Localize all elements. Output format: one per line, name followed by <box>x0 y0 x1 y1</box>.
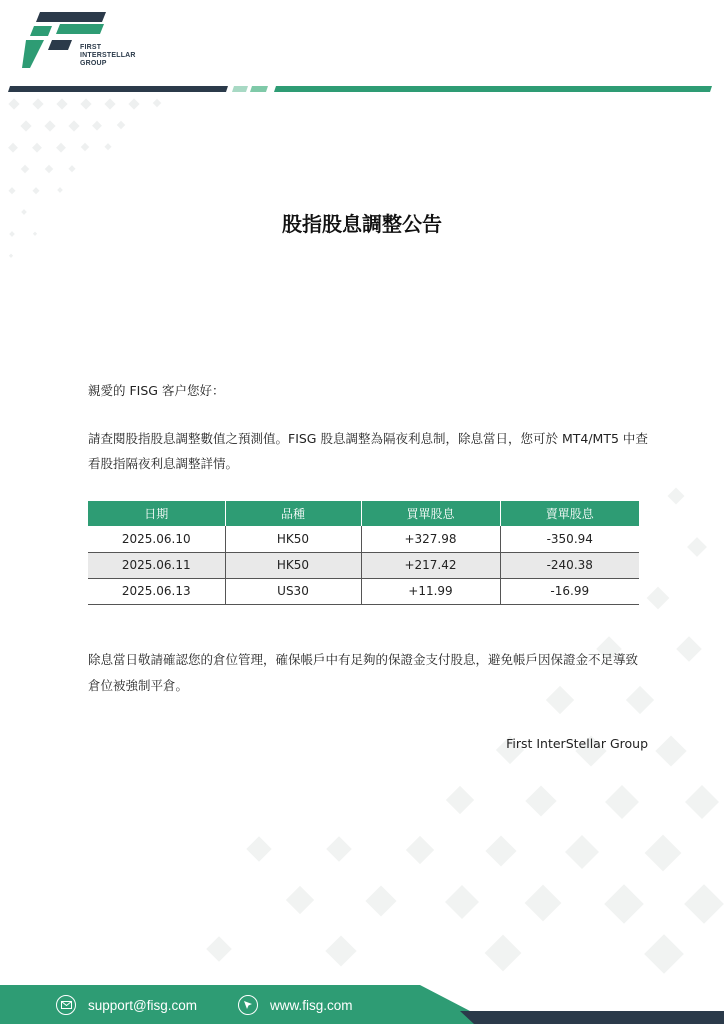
footer-email-text[interactable]: support@fisg.com <box>88 997 197 1013</box>
dividend-adjustment-table <box>88 501 639 605</box>
cell-buy-dividend: +11.99 <box>361 578 500 604</box>
page-title: 股指股息調整公告 <box>282 212 442 236</box>
footer-email[interactable] <box>56 994 197 1016</box>
cursor-icon <box>238 995 258 1015</box>
cell-symbol: US30 <box>225 578 361 604</box>
table-row <box>88 578 639 604</box>
intro-paragraph: 請查閱股指股息調整數值之預測值。FISG 股息調整為隔夜利息制，除息當日，您可於 MT4/MT5 中查看股指隔夜利息調整詳情。 <box>88 431 648 471</box>
header-symbol: 品種 <box>225 501 361 526</box>
cell-date: 2025.06.13 <box>88 578 225 604</box>
header-date: 日期 <box>88 501 225 526</box>
header-sell-dividend: 賣單股息 <box>500 501 639 526</box>
signature: First InterStellar Group <box>506 736 648 751</box>
cell-symbol: HK50 <box>225 552 361 578</box>
footer-website[interactable] <box>238 994 353 1016</box>
cell-sell-dividend: -350.94 <box>500 526 639 552</box>
closing-paragraph: 除息當日敬請確認您的倉位管理，確保帳戶中有足夠的保證金支付股息，避免帳戶因保證金不足導致倉位被強制平倉。 <box>88 652 639 693</box>
cell-date: 2025.06.11 <box>88 552 225 578</box>
table-row <box>88 526 639 552</box>
cell-date: 2025.06.10 <box>88 526 225 552</box>
footer-website-text[interactable]: www.fisg.com <box>270 997 353 1013</box>
table-row <box>88 552 639 578</box>
cell-buy-dividend: +217.42 <box>361 552 500 578</box>
table-header-row <box>88 501 639 526</box>
cell-sell-dividend: -240.38 <box>500 552 639 578</box>
header-divider-bar <box>0 86 724 94</box>
cell-symbol: HK50 <box>225 526 361 552</box>
mail-icon <box>56 995 76 1015</box>
logo-wordmark: FIRST INTERSTELLAR GROUP <box>80 44 136 67</box>
cell-sell-dividend: -16.99 <box>500 578 639 604</box>
header-buy-dividend: 買單股息 <box>361 501 500 526</box>
cell-buy-dividend: +327.98 <box>361 526 500 552</box>
greeting-text: 親愛的 FISG 客户您好： <box>88 383 225 398</box>
background-dot-pattern <box>0 94 200 294</box>
